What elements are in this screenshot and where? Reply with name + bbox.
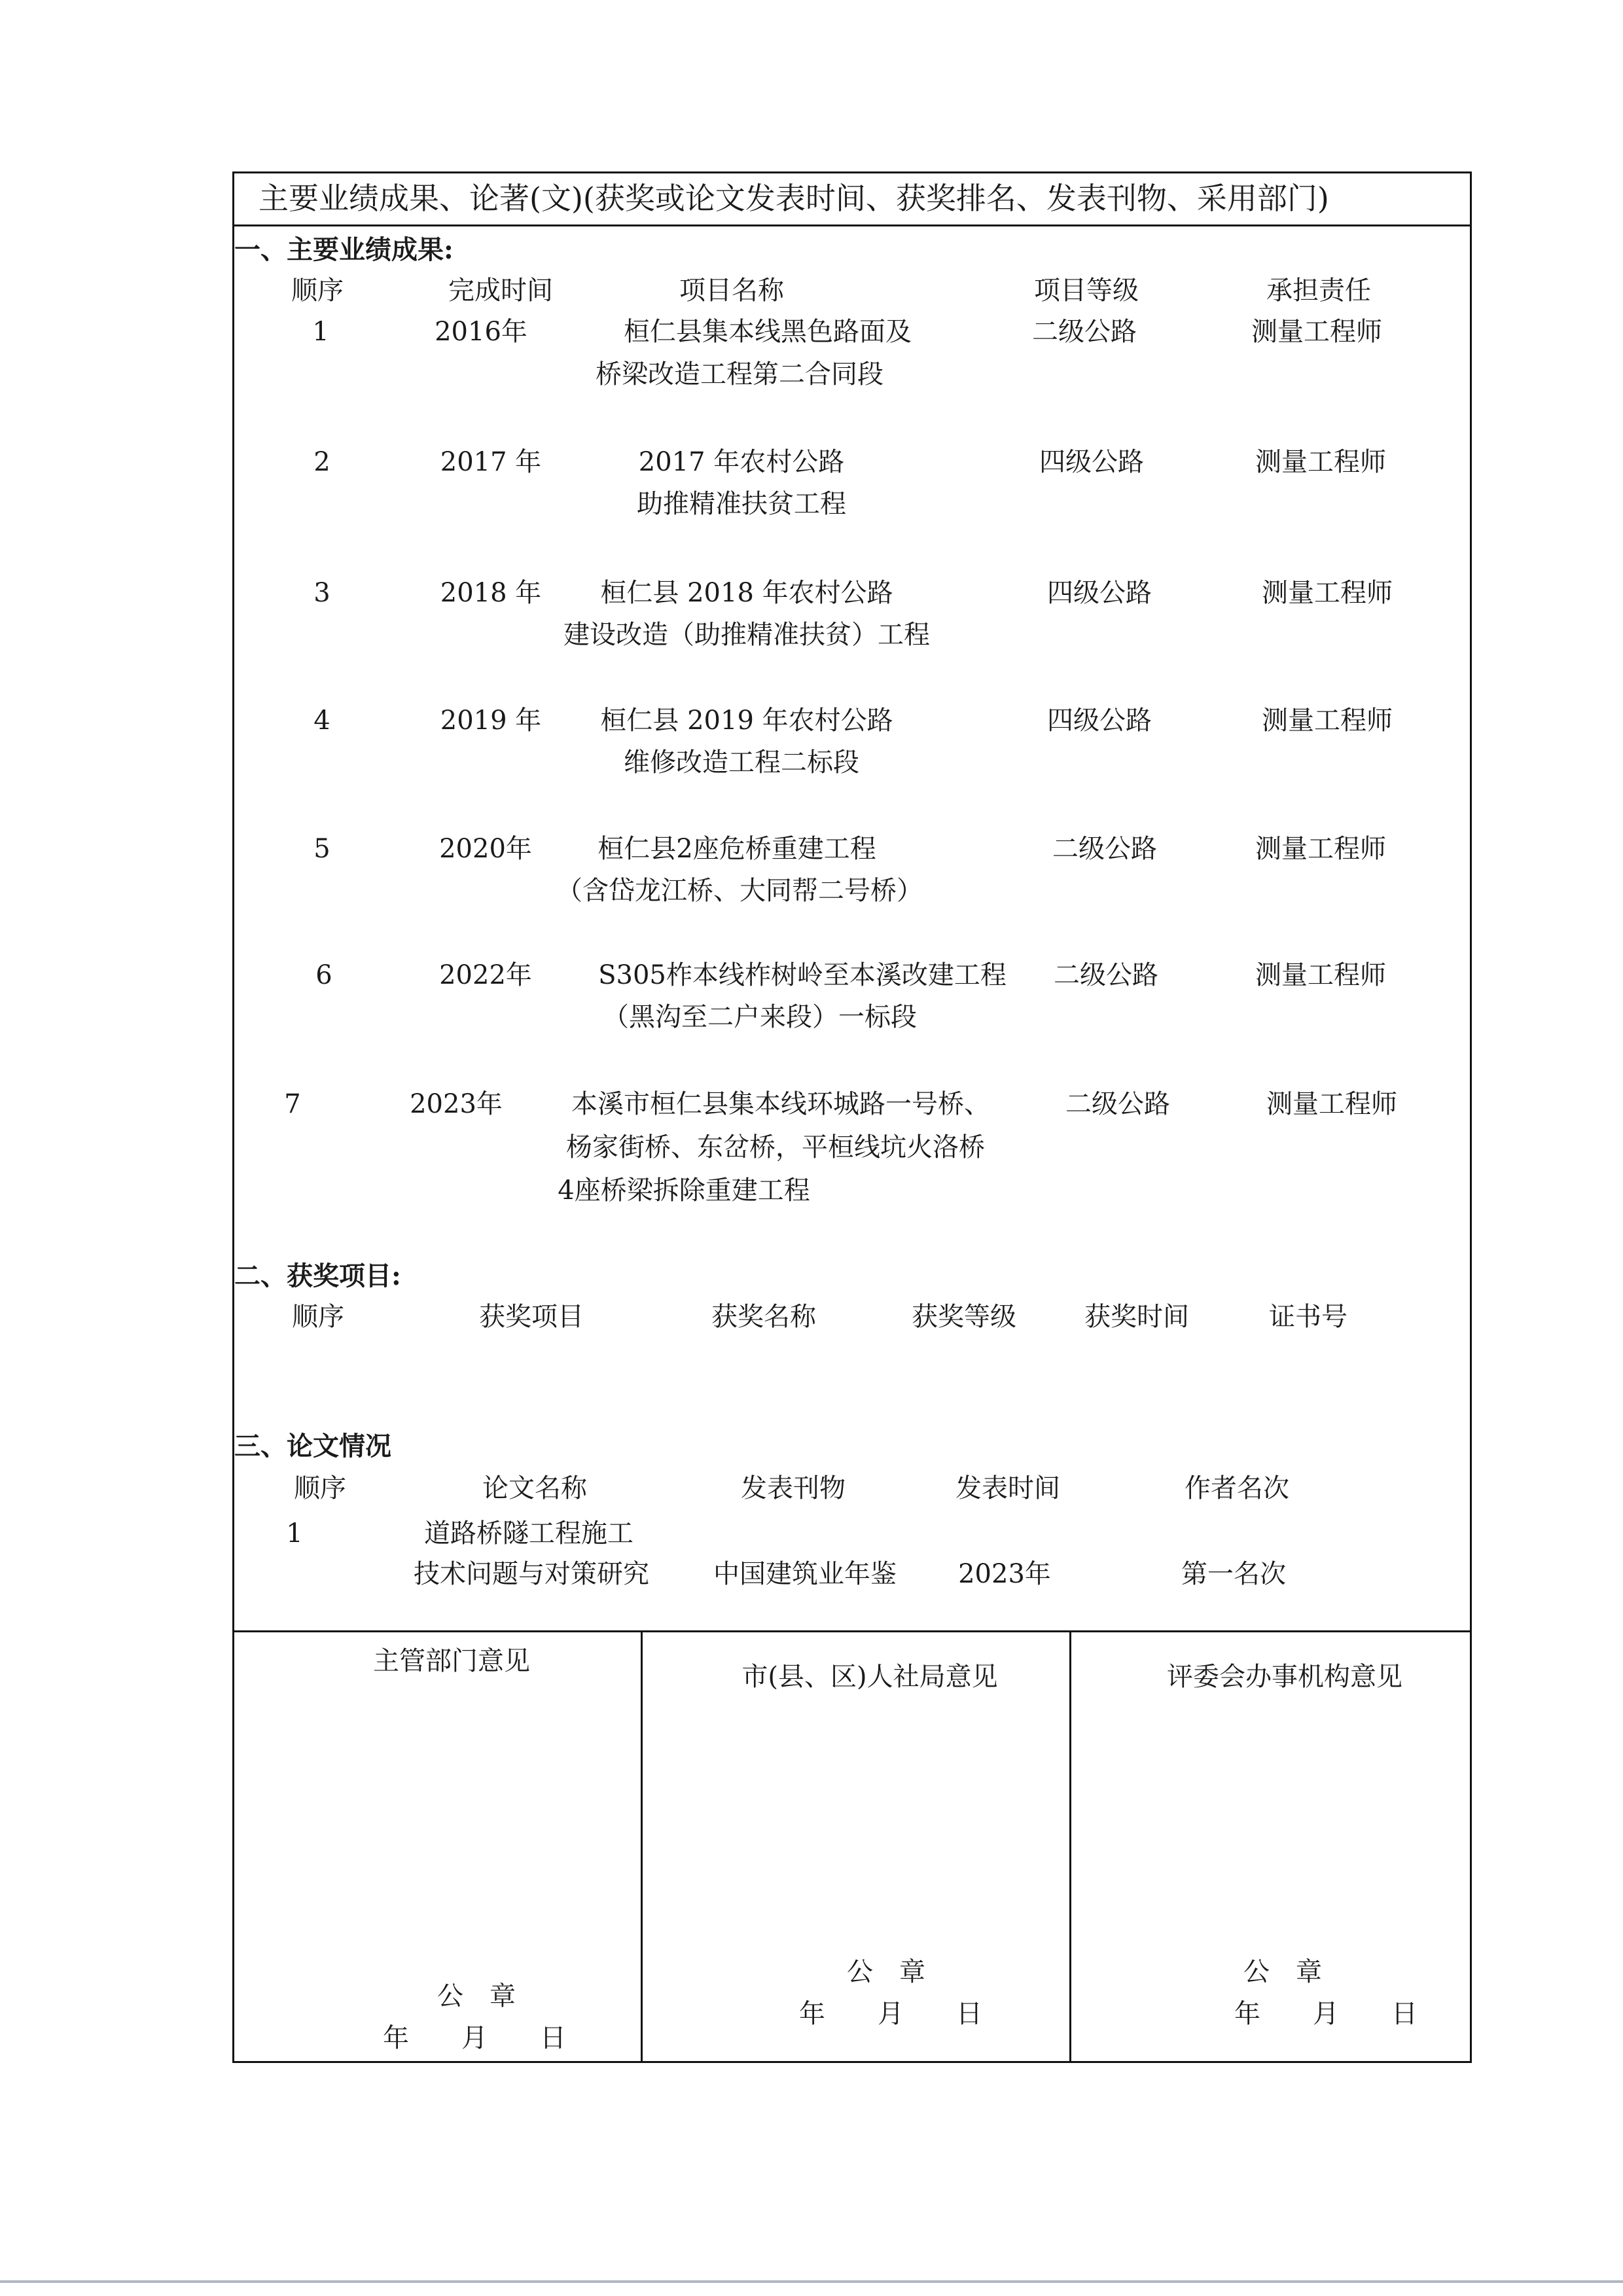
row-3-name-line2: 建设改造（助推精准扶贫）工程 xyxy=(563,620,930,650)
opinion-2-date: 年 月 日 xyxy=(799,1999,982,2029)
table-border-right xyxy=(1470,171,1472,2063)
row-2-name-line1: 2017 年农村公路 xyxy=(638,447,845,477)
table-border-left xyxy=(232,171,234,2063)
row-4-level: 四级公路 xyxy=(1047,706,1152,736)
row-7-level: 二级公路 xyxy=(1065,1089,1170,1119)
opinion-col-divider-1 xyxy=(641,1630,643,2063)
row-7-name-line3: 4座桥梁拆除重建工程 xyxy=(558,1175,810,1206)
row-2-order: 2 xyxy=(313,447,330,477)
row-4-name-line2: 维修改造工程二标段 xyxy=(624,747,859,778)
row-4-order: 4 xyxy=(313,706,330,736)
section-3-title: 三、论文情况 xyxy=(234,1431,391,1462)
row-1-name-line2: 桥梁改造工程第二合同段 xyxy=(596,359,883,389)
column-header-project-level: 项目等级 xyxy=(1034,276,1139,306)
header-divider xyxy=(232,224,1472,226)
row-7-name-line2: 杨家街桥、东岔桥，平桓线坑火洛桥 xyxy=(566,1132,985,1162)
row-3-order: 3 xyxy=(313,578,330,608)
row-1-name-line1: 桓仁县集本线黑色路面及 xyxy=(624,317,912,347)
scan-edge-line xyxy=(0,2280,1623,2283)
row-3-role: 测量工程师 xyxy=(1262,578,1393,608)
row-6-name-line1: S305柞本线柞树岭至本溪改建工程 xyxy=(598,960,1007,990)
row-2-level: 四级公路 xyxy=(1039,447,1144,477)
row-1-level: 二级公路 xyxy=(1032,317,1137,347)
opinion-3-seal: 公 章 xyxy=(1243,1957,1322,1987)
row-7-time: 2023年 xyxy=(410,1089,503,1119)
paper-1-order: 1 xyxy=(286,1518,303,1549)
paper-column-order: 顺序 xyxy=(294,1473,346,1503)
paper-column-title: 论文名称 xyxy=(482,1473,587,1503)
column-header-project-name: 项目名称 xyxy=(679,276,784,306)
row-5-role: 测量工程师 xyxy=(1255,834,1386,864)
row-4-name-line1: 桓仁县 2019 年农村公路 xyxy=(600,706,893,736)
opinion-1-date: 年 月 日 xyxy=(383,2023,566,2053)
row-4-role: 测量工程师 xyxy=(1262,706,1393,736)
row-5-level: 二级公路 xyxy=(1052,834,1157,864)
opinion-2-title: 市(县、区)人社局意见 xyxy=(741,1662,998,1692)
opinion-3-date: 年 月 日 xyxy=(1234,1999,1418,2029)
opinion-2-seal: 公 章 xyxy=(847,1957,925,1987)
row-3-level: 四级公路 xyxy=(1047,578,1152,608)
paper-column-journal: 发表刊物 xyxy=(741,1473,846,1503)
award-column-grade: 获奖等级 xyxy=(912,1302,1016,1332)
paper-1-rank: 第一名次 xyxy=(1181,1559,1286,1589)
row-5-name-line1: 桓仁县2座危桥重建工程 xyxy=(597,834,876,864)
column-header-responsibility: 承担责任 xyxy=(1266,276,1371,306)
paper-1-year: 2023年 xyxy=(958,1559,1051,1589)
award-column-certificate: 证书号 xyxy=(1269,1302,1347,1332)
table-border-bottom xyxy=(232,2061,1472,2063)
column-header-completion-time: 完成时间 xyxy=(448,276,553,306)
award-column-name: 获奖名称 xyxy=(711,1302,816,1332)
opinion-col-divider-2 xyxy=(1069,1630,1071,2063)
row-6-level: 二级公路 xyxy=(1054,960,1158,990)
paper-1-title-line2: 技术问题与对策研究 xyxy=(414,1559,649,1589)
section-1-title: 一、主要业绩成果: xyxy=(234,234,454,265)
row-1-order: 1 xyxy=(312,317,329,347)
row-4-time: 2019 年 xyxy=(440,706,542,736)
row-5-name-line2: （含岱龙江桥、大同帮二号桥） xyxy=(556,876,923,906)
row-6-name-line2: （黑沟至二户来段）一标段 xyxy=(603,1002,917,1032)
row-3-time: 2018 年 xyxy=(440,578,542,608)
paper-1-title-line1: 道路桥隧工程施工 xyxy=(424,1518,633,1549)
row-2-role: 测量工程师 xyxy=(1255,447,1386,477)
paper-1-journal: 中国建筑业年鉴 xyxy=(713,1559,897,1589)
row-7-name-line1: 本溪市桓仁县集本线环城路一号桥、 xyxy=(571,1089,990,1119)
row-2-name-line2: 助推精准扶贫工程 xyxy=(637,489,846,519)
section-2-title: 二、获奖项目: xyxy=(234,1261,401,1291)
row-7-order: 7 xyxy=(284,1089,301,1119)
row-3-name-line1: 桓仁县 2018 年农村公路 xyxy=(600,578,893,608)
row-6-time: 2022年 xyxy=(439,960,532,990)
row-1-time: 2016年 xyxy=(435,317,527,347)
row-6-order: 6 xyxy=(315,960,332,990)
paper-column-date: 发表时间 xyxy=(955,1473,1060,1503)
column-header-order: 顺序 xyxy=(291,276,344,306)
paper-column-rank: 作者名次 xyxy=(1185,1473,1289,1503)
opinion-divider xyxy=(232,1630,1472,1632)
row-7-role: 测量工程师 xyxy=(1266,1089,1397,1119)
opinion-1-seal: 公 章 xyxy=(437,1981,516,2011)
award-column-project: 获奖项目 xyxy=(479,1302,584,1332)
table-border-top xyxy=(232,171,1472,173)
row-1-role: 测量工程师 xyxy=(1251,317,1382,347)
row-6-role: 测量工程师 xyxy=(1255,960,1386,990)
table-header-title: 主要业绩成果、论著(文)(获奖或论文发表时间、获奖排名、发表刊物、采用部门) xyxy=(259,181,1329,216)
opinion-3-title: 评委会办事机构意见 xyxy=(1167,1662,1402,1692)
opinion-1-title: 主管部门意见 xyxy=(373,1646,530,1676)
award-column-time: 获奖时间 xyxy=(1084,1302,1189,1332)
row-2-time: 2017 年 xyxy=(440,447,542,477)
row-5-order: 5 xyxy=(313,834,330,864)
award-column-order: 顺序 xyxy=(292,1302,344,1332)
row-5-time: 2020年 xyxy=(439,834,532,864)
